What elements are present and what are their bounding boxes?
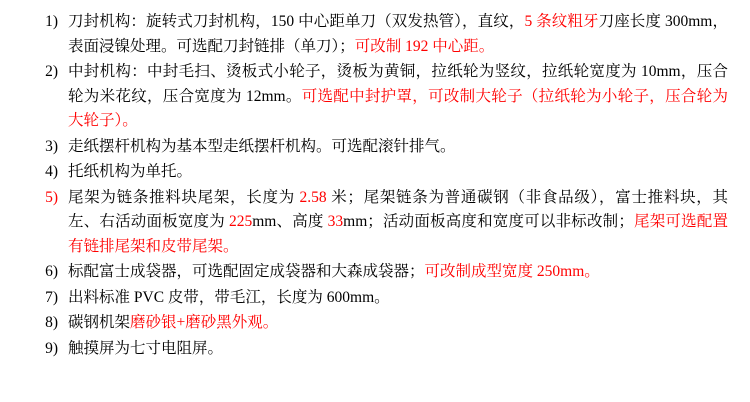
- text-segment: 可改制 192 中心距。: [354, 37, 495, 55]
- text-segment: 触摸屏为七寸电阻屏。: [68, 339, 224, 357]
- text-segment: mm、高度: [252, 213, 328, 230]
- list-item-number: 6): [45, 263, 58, 280]
- text-segment: 刀座长度 300mm，表面浸镍处理。可选配刀封链排（单刀）；: [68, 13, 728, 55]
- text-segment: 磨砂银+磨砂黑外观。: [130, 314, 279, 331]
- list-item-number: 2): [45, 63, 58, 80]
- list-item: [14, 160, 728, 185]
- text-segment: 托纸机构为单托。: [68, 163, 193, 180]
- text-segment: 尾架为链条推料块尾架，长度为: [68, 188, 300, 206]
- list-item-number: 5): [45, 188, 58, 206]
- list-item-text: [68, 286, 728, 311]
- list-item-text: [68, 260, 728, 285]
- specification-list: [14, 10, 728, 361]
- text-segment: 可选配中封护罩，可改制大轮子（拉纸轮为小轮子，压合轮为大轮子）。: [68, 87, 728, 129]
- list-item: [14, 260, 728, 285]
- list-item-number: 8): [45, 314, 58, 331]
- list-item: [14, 286, 728, 311]
- list-item: [14, 60, 728, 134]
- text-segment: 走纸摆杆机构为基本型走纸摆杆机构。可选配滚针排气。: [68, 137, 456, 155]
- list-item-number: 4): [45, 163, 58, 180]
- text-segment: 碳钢机架: [68, 314, 131, 331]
- text-segment: 米；尾架链条为普通碳钢（非食品级），富士推料块，其左、右活动面板宽度为: [68, 188, 728, 230]
- list-item-text: [68, 311, 728, 336]
- list-item: [14, 311, 728, 336]
- list-item-text: [68, 186, 728, 260]
- list-item-number: 7): [45, 288, 58, 306]
- text-segment: 中封机构：中封毛扫、烫板式小轮子，烫板为黄铜，拉纸轮为竖纹，拉纸轮宽度为 10mm，压合轮为米花纹，压合宽度为 12mm。: [68, 63, 728, 105]
- list-item-text: [68, 10, 728, 59]
- text-segment: 33: [327, 213, 344, 230]
- list-item-text: [68, 60, 728, 134]
- text-segment: 可改制成型宽度 250mm。: [424, 263, 600, 280]
- list-item-text: [68, 160, 728, 185]
- text-segment: 标配富士成袋器，可选配固定成袋器和大森成袋器；: [68, 263, 425, 280]
- list-item: [14, 186, 728, 260]
- text-segment: 2.58: [299, 188, 327, 206]
- list-item: [14, 337, 728, 362]
- list-item-number: 1): [45, 13, 58, 30]
- list-item-text: [68, 135, 728, 160]
- list-item: [14, 135, 728, 160]
- text-segment: mm；活动面板高度和宽度可以非标改制；: [343, 213, 634, 230]
- list-item-text: [68, 337, 728, 362]
- list-item: [14, 10, 728, 59]
- text-segment: 出料标准 PVC 皮带，带毛江，长度为 600mm。: [68, 288, 390, 306]
- list-item-number: 9): [45, 339, 58, 357]
- text-segment: 尾架可选配置有链排尾架和皮带尾架。: [68, 213, 728, 255]
- list-item-number: 3): [45, 137, 58, 155]
- text-segment: 225: [228, 213, 253, 230]
- text-segment: 5 条纹粗牙: [524, 13, 599, 30]
- text-segment: 刀封机构：旋转式刀封机构，150 中心距单刀（双发热管），直纹，: [68, 13, 525, 30]
